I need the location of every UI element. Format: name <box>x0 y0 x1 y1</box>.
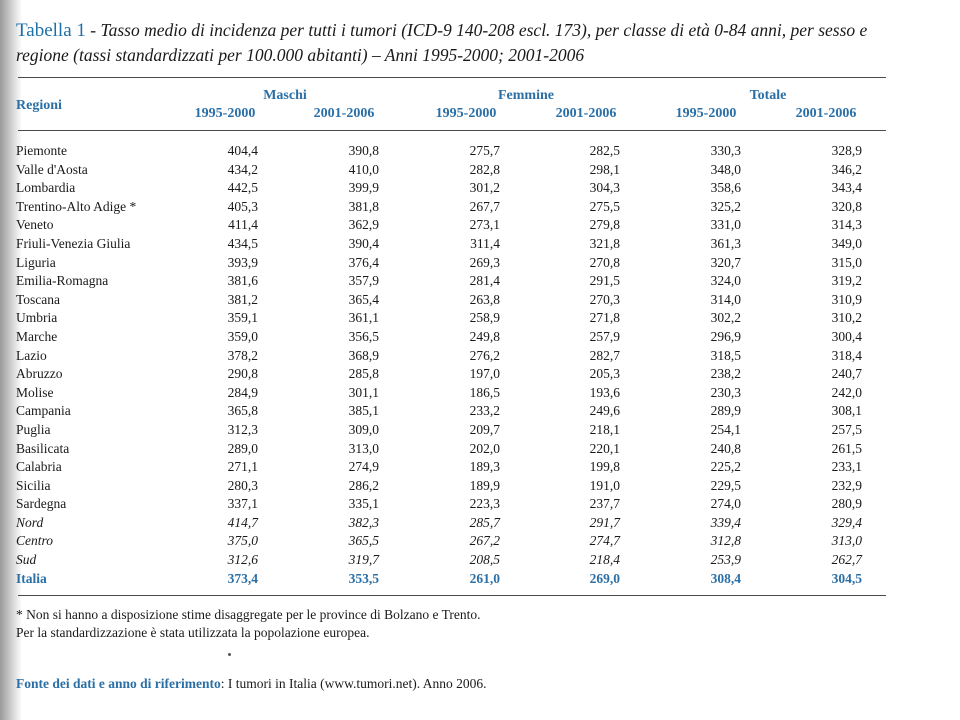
cell-value: 189,9 <box>469 477 500 493</box>
cell-value: 335,1 <box>348 496 379 512</box>
cell-value: 290,8 <box>227 366 258 382</box>
aggregate-row <box>16 551 862 570</box>
cell-value: 319,7 <box>348 552 379 568</box>
cell-value: 291,5 <box>589 273 620 289</box>
cell-value: 310,9 <box>831 291 862 307</box>
header-group-totale: Totale <box>749 88 787 103</box>
table-row <box>16 421 862 440</box>
cell-value: 346,2 <box>831 161 862 177</box>
cell-value: 308,4 <box>710 570 741 586</box>
cell-value: 286,2 <box>348 477 379 493</box>
header-year: 1995-2000 <box>194 106 256 121</box>
cell-value: 279,8 <box>589 217 620 233</box>
cell-value: 261,5 <box>831 440 862 456</box>
cell-value: 405,3 <box>227 198 258 214</box>
table-caption: - Tasso medio di incidenza per tutti i tumori (ICD-9 140-208 escl. 173), per classe di età 0-84 anni, per sesso e regione (tassi standardizzati per 100.000 abitanti) – Anni 1995-2000; 2001-2006 <box>16 20 868 65</box>
cell-value: 271,1 <box>227 459 258 475</box>
cell-value: 242,0 <box>831 384 862 400</box>
cell-value: 304,5 <box>831 570 862 586</box>
cell-value: 280,3 <box>227 477 258 493</box>
cell-value: 375,0 <box>227 533 258 549</box>
table-row <box>16 161 862 180</box>
cell-value: 324,0 <box>710 273 741 289</box>
area-name: Nord <box>16 514 44 530</box>
cell-value: 320,7 <box>710 254 741 270</box>
cell-value: 232,9 <box>831 477 862 493</box>
cell-value: 404,4 <box>227 143 258 158</box>
cell-value: 319,2 <box>831 273 862 289</box>
cell-value: 237,7 <box>589 496 620 512</box>
cell-value: 282,5 <box>589 143 620 158</box>
table-row <box>16 477 862 496</box>
cell-value: 223,3 <box>469 496 500 512</box>
cell-value: 202,0 <box>469 440 500 456</box>
cell-value: 315,0 <box>831 254 862 270</box>
footnote: Per la standardizzazione è stata utilizzata la popolazione europea. <box>16 625 370 640</box>
cell-value: 193,6 <box>589 384 620 400</box>
cell-value: 358,6 <box>710 180 741 196</box>
cell-value: 296,9 <box>710 328 741 344</box>
table-row <box>16 272 862 291</box>
cell-value: 399,9 <box>348 180 379 196</box>
cell-value: 313,0 <box>831 533 862 549</box>
cell-value: 269,0 <box>589 570 620 586</box>
cell-value: 365,4 <box>348 291 379 307</box>
cell-value: 225,2 <box>710 459 741 475</box>
region-name: Lazio <box>16 347 47 363</box>
cell-value: 308,1 <box>831 403 862 419</box>
cell-value: 382,3 <box>348 514 379 530</box>
cell-value: 230,3 <box>710 384 741 400</box>
cell-value: 312,8 <box>710 533 741 549</box>
table-row <box>16 495 862 514</box>
cell-value: 343,4 <box>831 180 862 196</box>
table-row <box>16 402 862 421</box>
cell-value: 337,1 <box>227 496 258 512</box>
table-row <box>16 179 862 198</box>
cell-value: 257,9 <box>589 328 620 344</box>
table-row <box>16 254 862 273</box>
cell-value: 321,8 <box>589 235 620 251</box>
cell-value: 378,2 <box>227 347 258 363</box>
cell-value: 318,5 <box>710 347 741 363</box>
table-row <box>16 384 862 403</box>
cell-value: 240,7 <box>831 366 862 382</box>
cell-value: 186,5 <box>469 384 500 400</box>
cell-value: 410,0 <box>348 161 379 177</box>
area-name: Sud <box>16 552 37 568</box>
table-row <box>16 198 862 217</box>
region-name: Basilicata <box>16 440 70 456</box>
cell-value: 249,6 <box>589 403 620 419</box>
header-group-maschi: Maschi <box>263 88 307 103</box>
cell-value: 349,0 <box>831 235 862 251</box>
cell-value: 220,1 <box>589 440 620 456</box>
table-row <box>16 347 862 366</box>
table-title <box>16 18 896 68</box>
table-row <box>16 235 862 254</box>
cell-value: 274,9 <box>348 459 379 475</box>
cell-value: 368,9 <box>348 347 379 363</box>
cell-value: 285,7 <box>469 514 500 530</box>
cell-value: 249,8 <box>469 328 500 344</box>
cell-value: 312,3 <box>227 421 258 437</box>
cell-value: 273,1 <box>469 217 500 233</box>
region-name: Piemonte <box>16 143 67 158</box>
cell-value: 257,5 <box>831 421 862 437</box>
cell-value: 318,4 <box>831 347 862 363</box>
cell-value: 313,0 <box>348 440 379 456</box>
scan-dot <box>228 653 231 656</box>
cell-value: 359,1 <box>227 310 258 326</box>
cell-value: 263,8 <box>469 291 500 307</box>
top-rule <box>18 77 886 78</box>
cell-value: 274,7 <box>589 533 620 549</box>
cell-value: 269,3 <box>469 254 500 270</box>
cell-value: 276,2 <box>469 347 500 363</box>
cell-value: 238,2 <box>710 366 741 382</box>
cell-value: 301,1 <box>348 384 379 400</box>
cell-value: 208,5 <box>469 552 500 568</box>
table-row <box>16 458 862 477</box>
cell-value: 218,1 <box>589 421 620 437</box>
cell-value: 282,7 <box>589 347 620 363</box>
table-row <box>16 142 862 161</box>
cell-value: 301,2 <box>469 180 500 196</box>
cell-value: 311,4 <box>470 235 500 251</box>
cell-value: 267,7 <box>469 198 500 214</box>
region-name: Emilia-Romagna <box>16 273 109 289</box>
header-year: 1995-2000 <box>675 106 737 121</box>
table-row <box>16 440 862 459</box>
table-row <box>16 365 862 384</box>
cell-value: 376,4 <box>348 254 379 270</box>
total-row <box>16 570 862 589</box>
incidence-table <box>16 142 862 588</box>
region-name: Valle d'Aosta <box>16 161 88 177</box>
cell-value: 328,9 <box>831 143 862 158</box>
cell-value: 365,5 <box>348 533 379 549</box>
table-label: Tabella 1 <box>16 20 86 41</box>
cell-value: 309,0 <box>348 421 379 437</box>
cell-value: 357,9 <box>348 273 379 289</box>
region-name: Sardegna <box>16 496 67 512</box>
region-name: Molise <box>16 384 54 400</box>
cell-value: 353,5 <box>348 570 379 586</box>
cell-value: 298,1 <box>589 161 620 177</box>
bottom-rule <box>18 595 886 596</box>
header-regioni: Regioni <box>16 98 62 113</box>
cell-value: 329,4 <box>831 514 862 530</box>
cell-value: 302,2 <box>710 310 741 326</box>
cell-value: 262,7 <box>831 552 862 568</box>
table-row <box>16 291 862 310</box>
cell-value: 240,8 <box>710 440 741 456</box>
area-name: Centro <box>16 533 53 549</box>
cell-value: 280,9 <box>831 496 862 512</box>
cell-value: 199,8 <box>589 459 620 475</box>
aggregate-row <box>16 532 862 551</box>
cell-value: 274,0 <box>710 496 741 512</box>
region-name: Liguria <box>16 254 56 270</box>
cell-value: 233,1 <box>831 459 862 475</box>
cell-value: 289,9 <box>710 403 741 419</box>
cell-value: 282,8 <box>469 161 500 177</box>
aggregate-row <box>16 514 862 533</box>
cell-value: 325,2 <box>710 198 741 214</box>
cell-value: 362,9 <box>348 217 379 233</box>
cell-value: 197,0 <box>469 366 500 382</box>
cell-value: 281,4 <box>469 273 500 289</box>
cell-value: 381,2 <box>227 291 258 307</box>
cell-value: 390,8 <box>348 143 379 158</box>
cell-value: 320,8 <box>831 198 862 214</box>
source-text: : I tumori in Italia (www.tumori.net). Anno 2006. <box>220 676 487 691</box>
cell-value: 271,8 <box>589 310 620 326</box>
cell-value: 356,5 <box>348 328 379 344</box>
source-line <box>16 676 486 692</box>
region-name: Trentino-Alto Adige * <box>16 198 137 214</box>
region-name: Sicilia <box>16 477 51 493</box>
cell-value: 434,2 <box>227 161 258 177</box>
cell-value: 390,4 <box>348 235 379 251</box>
cell-value: 284,9 <box>227 384 258 400</box>
cell-value: 209,7 <box>469 421 500 437</box>
cell-value: 285,8 <box>348 366 379 382</box>
cell-value: 381,6 <box>227 273 258 289</box>
cell-value: 339,4 <box>710 514 741 530</box>
header-year: 2001-2006 <box>555 106 617 121</box>
cell-value: 275,5 <box>589 198 620 214</box>
cell-value: 258,9 <box>469 310 500 326</box>
region-name: Abruzzo <box>16 366 63 382</box>
table-row <box>16 328 862 347</box>
cell-value: 191,0 <box>589 477 620 493</box>
cell-value: 267,2 <box>469 533 500 549</box>
cell-value: 361,3 <box>710 235 741 251</box>
cell-value: 304,3 <box>589 180 620 196</box>
cell-value: 365,8 <box>227 403 258 419</box>
cell-value: 385,1 <box>348 403 379 419</box>
cell-value: 289,0 <box>227 440 258 456</box>
header-year: 1995-2000 <box>435 106 497 121</box>
cell-value: 270,8 <box>589 254 620 270</box>
cell-value: 310,2 <box>831 310 862 326</box>
cell-value: 189,3 <box>469 459 500 475</box>
cell-value: 218,4 <box>589 552 620 568</box>
cell-value: 361,1 <box>348 310 379 326</box>
region-name: Lombardia <box>16 180 76 196</box>
cell-value: 254,1 <box>710 421 741 437</box>
region-name: Friuli-Venezia Giulia <box>16 235 131 251</box>
region-name: Campania <box>16 403 71 419</box>
cell-value: 314,3 <box>831 217 862 233</box>
cell-value: 233,2 <box>469 403 500 419</box>
region-name: Puglia <box>16 421 51 437</box>
cell-value: 434,5 <box>227 235 258 251</box>
cell-value: 330,3 <box>710 143 741 158</box>
cell-value: 312,6 <box>227 552 258 568</box>
cell-value: 300,4 <box>831 328 862 344</box>
region-name: Umbria <box>16 310 58 326</box>
region-name: Calabria <box>16 459 62 475</box>
region-name: Toscana <box>16 291 61 307</box>
cell-value: 359,0 <box>227 328 258 344</box>
cell-value: 414,7 <box>227 514 258 530</box>
total-name: Italia <box>16 570 47 586</box>
cell-value: 411,4 <box>228 217 258 233</box>
cell-value: 381,8 <box>348 198 379 214</box>
table-row <box>16 309 862 328</box>
cell-value: 261,0 <box>469 570 500 586</box>
region-name: Marche <box>16 328 58 344</box>
cell-value: 253,9 <box>710 552 741 568</box>
cell-value: 229,5 <box>710 477 741 493</box>
header-year: 2001-2006 <box>313 106 375 121</box>
table-row <box>16 216 862 235</box>
header-group-femmine: Femmine <box>498 88 554 103</box>
footnote: * Non si hanno a disposizione stime disaggregate per le province di Bolzano e Trento. <box>16 607 481 622</box>
region-name: Veneto <box>16 217 54 233</box>
cell-value: 331,0 <box>710 217 741 233</box>
header-rule <box>18 130 886 131</box>
cell-value: 275,7 <box>469 143 500 158</box>
header-year: 2001-2006 <box>795 106 857 121</box>
cell-value: 205,3 <box>589 366 620 382</box>
source-label: Fonte dei dati e anno di riferimento <box>16 676 221 691</box>
cell-value: 314,0 <box>710 291 741 307</box>
cell-value: 270,3 <box>589 291 620 307</box>
cell-value: 291,7 <box>589 514 620 530</box>
cell-value: 373,4 <box>227 570 258 586</box>
cell-value: 348,0 <box>710 161 741 177</box>
cell-value: 393,9 <box>227 254 258 270</box>
cell-value: 442,5 <box>227 180 258 196</box>
